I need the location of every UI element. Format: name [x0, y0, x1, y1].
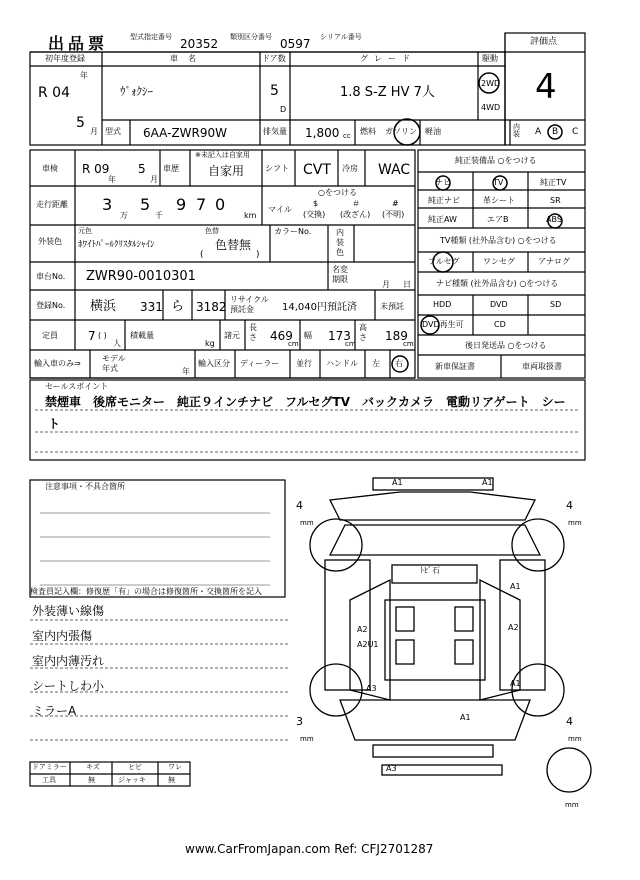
doors-value: 5	[270, 83, 279, 99]
equip-title: 純正装備品 ○をつける	[455, 156, 537, 165]
month-unit: 月	[90, 127, 98, 136]
paint-label: 色替	[205, 227, 219, 235]
handle-left: 左	[372, 359, 380, 368]
alter-option: (改ざん)	[340, 210, 371, 219]
orig-color-label: 元色	[78, 227, 92, 235]
first-reg-era: R 04	[38, 85, 70, 101]
later-title: 後日発送品 ○をつける	[465, 341, 547, 350]
reg-kana: ら	[171, 299, 185, 314]
tv-analog: アナログ	[538, 257, 570, 266]
mark-left-door-2: A2U1	[357, 640, 379, 649]
equip-airbag: エアB	[487, 215, 509, 224]
height-label: 高さ	[359, 323, 367, 342]
shaken-label: 車検	[42, 164, 58, 173]
reg-area: 横浜	[90, 299, 117, 314]
year-unit: 年	[80, 71, 88, 80]
equip-oem-navi: 純正ナビ	[428, 196, 460, 205]
tyre-fl: 4	[296, 499, 303, 512]
model-year-unit: 年	[182, 367, 190, 376]
sales-line-1: 禁煙車 後席モニター 純正９インチナビ フルセグTV バックカメラ 電動リアゲート シー	[45, 395, 566, 409]
mark-rear-bumper: A3	[386, 764, 397, 773]
chassis-label: 車台No.	[36, 272, 66, 281]
nav-hdd: HDD	[433, 300, 452, 309]
note-item-3: 室内内薄汚れ	[32, 654, 105, 668]
interior-c: C	[572, 127, 579, 137]
grade-value: 1.8 S-Z HV 7人	[340, 85, 435, 100]
bt-header-1: ドアミラー	[32, 763, 67, 771]
capacity-paren: ( )	[98, 331, 107, 340]
doors-suffix: D	[280, 105, 287, 114]
mark-windshield: ﾄﾋﾞ石	[420, 566, 440, 575]
paren-left: (	[200, 250, 204, 260]
unknown-option: (不明)	[382, 210, 405, 219]
orig-color-value: ﾎﾜｲﾄﾊﾟｰﾙｸﾘｽﾀﾙｼｬｲﾝ	[78, 240, 155, 250]
fuel-value: ガソリン	[385, 127, 417, 136]
paren-right: )	[256, 250, 260, 260]
reg-label: 登録No.	[36, 301, 66, 310]
car-name: ｳﾞｫｸｼｰ	[120, 85, 153, 98]
equip-navi: ナビ	[435, 178, 451, 187]
tyre-rr-unit: mm	[568, 735, 582, 743]
sales-label: セールスポイント	[45, 382, 109, 391]
paint-value: 色替無	[215, 238, 252, 252]
recycle-label: リサイクル預託金	[230, 295, 269, 314]
shift-label: シフト	[265, 164, 289, 173]
kg-unit: kg	[205, 339, 215, 348]
mileage-digit-5: 0	[215, 195, 226, 214]
displacement-value: 1,800	[305, 126, 340, 140]
parallel-option: 並行	[296, 359, 312, 368]
drive-2wd: 2WD	[481, 79, 501, 88]
displacement-label: 排気量	[263, 127, 287, 136]
handle-right: 右	[395, 359, 403, 368]
color-no-label: カラーNo.	[274, 227, 312, 236]
tv-fullseg: フルセグ	[428, 257, 460, 266]
later-manual: 車両取扱書	[522, 362, 562, 371]
score-label: 評価点	[530, 37, 558, 47]
model-value: 6AA-ZWR90W	[143, 126, 228, 140]
reg-number: 3182	[196, 300, 227, 314]
recycle-value: 14,040円預託済	[282, 302, 357, 313]
sales-line-2: ト	[48, 417, 61, 431]
name-change-month: 月	[382, 280, 390, 289]
bt-value-1: 工具	[42, 776, 56, 784]
doors-label: ドア数	[262, 54, 286, 63]
mark-front-bumper-left: A1	[392, 478, 403, 487]
tv-type-title: TV種類 (社外品含む) ○をつける	[440, 236, 557, 245]
drive-4wd: 4WD	[481, 103, 501, 112]
tyre-fr: 4	[566, 499, 573, 512]
exchange-option: (交換)	[303, 210, 326, 219]
cert-label: 型式指定番号	[130, 33, 172, 41]
history-label: 車歴	[163, 164, 179, 173]
name-change-day: 日	[403, 280, 411, 289]
mark-left-door: A2	[357, 625, 368, 634]
notes-title: 注意事項・不具合箇所	[45, 482, 125, 491]
footer-watermark: www.CarFromJapan.com Ref: CFJ2701287	[185, 842, 434, 856]
length-label: 長さ	[249, 323, 257, 342]
equip-sunroof: SR	[550, 196, 561, 205]
note-item-2: 室内内張傷	[32, 629, 93, 643]
tyre-fl-unit: mm	[300, 519, 314, 527]
mark-rear-gate: A1	[460, 713, 471, 722]
first-reg-label: 初年度登録	[45, 54, 85, 63]
dealer-option: ディーラー	[240, 359, 280, 368]
interior-label: 内装	[513, 123, 520, 138]
equip-tv: TV	[493, 178, 504, 187]
person-unit: 人	[113, 339, 121, 348]
import-div-label: 輸入区分	[198, 359, 230, 368]
name-change-label: 名変期限	[332, 265, 348, 284]
man-unit: 万	[120, 211, 128, 220]
model-label: 型式	[105, 127, 121, 136]
model-year-label: モデル年式	[102, 354, 126, 373]
color-label: 外装色	[38, 237, 62, 246]
mark-right-front-door: A1	[510, 582, 521, 591]
mark-front-bumper-right: A1	[482, 478, 493, 487]
tyre-rl: 3	[296, 715, 303, 728]
score-value: 4	[535, 67, 557, 107]
car-diagram	[310, 478, 591, 792]
first-reg-month: 5	[76, 115, 85, 131]
tyre-rr: 4	[566, 715, 573, 728]
reg-class: 331	[140, 300, 163, 314]
equip-leather: 革シート	[483, 196, 515, 205]
category-number: 0597	[280, 37, 311, 51]
mile-option: マイル	[268, 205, 292, 214]
category-label: 類別区分番号	[230, 33, 272, 41]
shaken-month-unit: 月	[150, 175, 158, 184]
shaken-value: R 09	[82, 162, 110, 176]
drive-label: 駆動	[482, 54, 498, 63]
shaken-year-unit: 年	[108, 175, 116, 184]
serial-label: シリアル番号	[320, 33, 362, 41]
bt-header-4: ワレ	[168, 763, 182, 771]
note-item-1: 外装薄い線傷	[32, 604, 105, 618]
exchange-symbol: $	[313, 199, 319, 208]
mileage-digit-2: 5	[140, 195, 151, 214]
equip-abs: ABS	[546, 215, 562, 224]
car-name-label: 車名	[170, 54, 206, 63]
nav-type-title: ナビ種類 (社外品含む) ○をつける	[436, 279, 559, 288]
mark-left-rear: A3	[366, 684, 377, 693]
miles-hint: ○をつける	[318, 188, 357, 197]
bt-header-3: ヒビ	[128, 763, 142, 771]
inspector-note: 検査員記入欄：修復歴「有」の場合は修復箇所・交換箇所を記入	[30, 587, 262, 596]
height-unit: cm	[403, 340, 414, 348]
note-item-4: シートしわ小	[32, 679, 105, 693]
capacity-label: 定員	[42, 331, 58, 340]
bt-value-3: ジャッキ	[118, 776, 146, 784]
width-value: 173	[328, 329, 351, 343]
height-value: 189	[385, 329, 408, 343]
width-unit: cm	[345, 340, 356, 348]
cc-unit: cc	[343, 132, 351, 140]
equip-oem-tv: 純正TV	[540, 178, 567, 187]
shaken-month: 5	[138, 162, 146, 176]
cert-number: 20352	[180, 37, 219, 51]
recycle-unpaid: 未預託	[380, 302, 404, 311]
bt-value-4: 無	[168, 776, 175, 784]
unknown-symbol: #	[392, 199, 399, 208]
grade-label: グレード	[360, 54, 416, 63]
sheet-title: 出品票	[48, 34, 109, 53]
load-label: 積載量	[130, 331, 154, 340]
capacity-value: 7	[88, 329, 96, 343]
tyre-fr-unit: mm	[568, 519, 582, 527]
handle-label: ハンドル	[326, 359, 358, 368]
interior-color-label: 内装色	[336, 228, 344, 257]
history-value: 自家用	[208, 164, 245, 178]
size-label: 諸元	[224, 331, 240, 340]
nav-cd: CD	[494, 320, 506, 329]
sen-unit: 千	[155, 211, 163, 220]
width-label: 幅	[304, 331, 312, 340]
ac-value: WAC	[378, 162, 411, 178]
length-unit: cm	[288, 340, 299, 348]
ac-label: 冷房	[342, 164, 358, 173]
spare-unit: mm	[565, 801, 579, 809]
import-label: 輸入車のみ⇒	[34, 359, 81, 368]
bt-value-2: 無	[88, 776, 95, 784]
length-value: 469	[270, 329, 293, 343]
chassis-value: ZWR90-0010301	[86, 269, 196, 284]
km-unit: km	[244, 211, 257, 220]
interior-a: A	[535, 127, 542, 137]
mileage-digit-1: 3	[102, 195, 113, 214]
mileage-digit-4: 7	[196, 195, 207, 214]
diesel-label: 軽油	[425, 127, 441, 136]
tv-oneseg: ワンセグ	[483, 257, 515, 266]
tyre-rl-unit: mm	[300, 735, 314, 743]
later-warranty: 新車保証書	[435, 362, 475, 371]
fuel-label: 燃料	[360, 127, 376, 136]
nav-dvd-play: DVD再生可	[422, 320, 464, 329]
mark-right-quarter: A1	[510, 679, 521, 688]
mark-right-rear-door: A2	[508, 623, 519, 632]
interior-b: B	[552, 127, 559, 137]
bt-header-2: キズ	[86, 763, 100, 771]
mileage-label: 走行距離	[36, 200, 68, 209]
history-note: ※未記入は自家用	[195, 151, 250, 159]
mileage-digit-3: 9	[176, 195, 187, 214]
note-item-5: ミラーA	[32, 704, 77, 718]
equip-oem-aw: 純正AW	[428, 215, 457, 224]
alter-symbol: ＃	[352, 199, 360, 208]
nav-sd: SD	[550, 300, 562, 309]
nav-dvd: DVD	[490, 300, 508, 309]
shift-value: CVT	[303, 162, 331, 178]
